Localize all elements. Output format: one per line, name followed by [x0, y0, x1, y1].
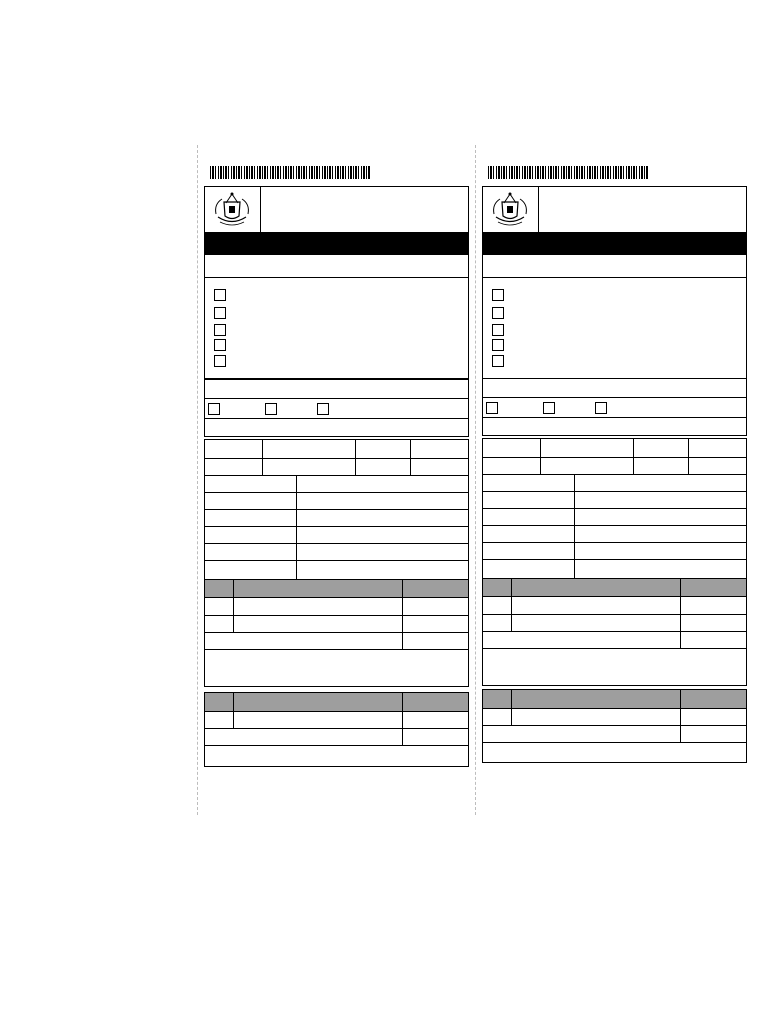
details-grid	[482, 438, 747, 597]
fee-table-2	[204, 692, 469, 767]
checkbox-icon[interactable]	[317, 403, 329, 415]
checkbox-icon[interactable]	[214, 289, 226, 301]
header-band	[482, 233, 747, 254]
col-divider	[233, 693, 234, 728]
checkbox-icon[interactable]	[595, 402, 607, 414]
checkbox-icon[interactable]	[492, 324, 504, 336]
checkbox-icon[interactable]	[265, 403, 277, 415]
col-divider	[355, 440, 356, 475]
col-divider	[511, 597, 512, 631]
row-divider	[205, 526, 468, 527]
col-divider	[680, 690, 681, 742]
col-divider	[296, 475, 297, 579]
col-divider	[511, 579, 512, 596]
row-divider	[483, 631, 746, 632]
row-divider	[483, 457, 746, 458]
row-divider	[205, 711, 468, 712]
col-divider	[511, 690, 512, 725]
header-band	[204, 233, 469, 254]
table-header-row	[483, 690, 746, 708]
checkbox-icon[interactable]	[492, 289, 504, 301]
table-header-row	[483, 579, 746, 596]
checkbox-icon[interactable]	[214, 355, 226, 367]
barcode-icon	[488, 166, 648, 179]
table-header-row	[205, 693, 468, 711]
university-emblem-icon	[210, 190, 254, 230]
options-box	[482, 378, 747, 436]
row-divider	[483, 725, 746, 726]
row-divider	[483, 417, 746, 418]
checkbox-icon[interactable]	[492, 339, 504, 351]
col-divider	[402, 693, 403, 745]
col-divider	[574, 474, 575, 578]
col-divider	[402, 580, 403, 597]
checkbox-list-box	[482, 277, 747, 379]
row-divider	[205, 543, 468, 544]
details-grid	[204, 439, 469, 598]
row-divider	[205, 458, 468, 459]
row-divider	[483, 742, 746, 743]
logo-cell	[483, 187, 539, 232]
logo-cell	[205, 187, 261, 232]
checkbox-icon[interactable]	[208, 403, 220, 415]
col-divider	[410, 440, 411, 475]
checkbox-icon[interactable]	[486, 402, 498, 414]
row-divider	[205, 745, 468, 746]
col-divider	[262, 440, 263, 475]
row-divider	[205, 492, 468, 493]
row-divider	[205, 398, 468, 399]
row-divider	[205, 728, 468, 729]
cut-line-middle	[475, 145, 476, 815]
checkbox-icon[interactable]	[214, 339, 226, 351]
row-divider	[483, 542, 746, 543]
row-divider	[205, 560, 468, 561]
row-divider	[483, 708, 746, 709]
checkbox-list-box	[204, 277, 469, 379]
checkbox-icon[interactable]	[492, 355, 504, 367]
slip-header	[204, 186, 469, 233]
row-divider	[483, 491, 746, 492]
row-divider	[483, 614, 746, 615]
university-emblem-icon	[488, 190, 532, 230]
row-divider	[483, 397, 746, 398]
col-divider	[633, 439, 634, 474]
row-divider	[483, 508, 746, 509]
row-divider	[205, 615, 468, 616]
row-divider	[205, 475, 468, 476]
row-divider	[205, 649, 468, 650]
row-divider	[205, 418, 468, 419]
checkbox-icon[interactable]	[492, 307, 504, 319]
cut-line-left	[197, 145, 198, 815]
fee-table	[204, 597, 469, 687]
options-box	[204, 379, 469, 437]
row-divider	[483, 525, 746, 526]
row-divider	[483, 559, 746, 560]
checkbox-icon[interactable]	[214, 324, 226, 336]
fee-table-2	[482, 689, 747, 763]
sub-header-box	[482, 254, 747, 279]
fee-table	[482, 596, 747, 686]
row-divider	[205, 509, 468, 510]
col-divider	[680, 579, 681, 596]
col-divider	[233, 598, 234, 632]
col-divider	[688, 439, 689, 474]
col-divider	[233, 580, 234, 597]
checkbox-icon[interactable]	[214, 307, 226, 319]
row-divider	[205, 632, 468, 633]
table-header-row	[205, 580, 468, 597]
slip-header	[482, 186, 747, 233]
checkbox-icon[interactable]	[543, 402, 555, 414]
row-divider	[483, 474, 746, 475]
row-divider	[483, 648, 746, 649]
col-divider	[680, 597, 681, 648]
col-divider	[540, 439, 541, 474]
col-divider	[402, 598, 403, 649]
sub-header-box	[204, 254, 469, 279]
barcode-icon	[210, 166, 370, 179]
